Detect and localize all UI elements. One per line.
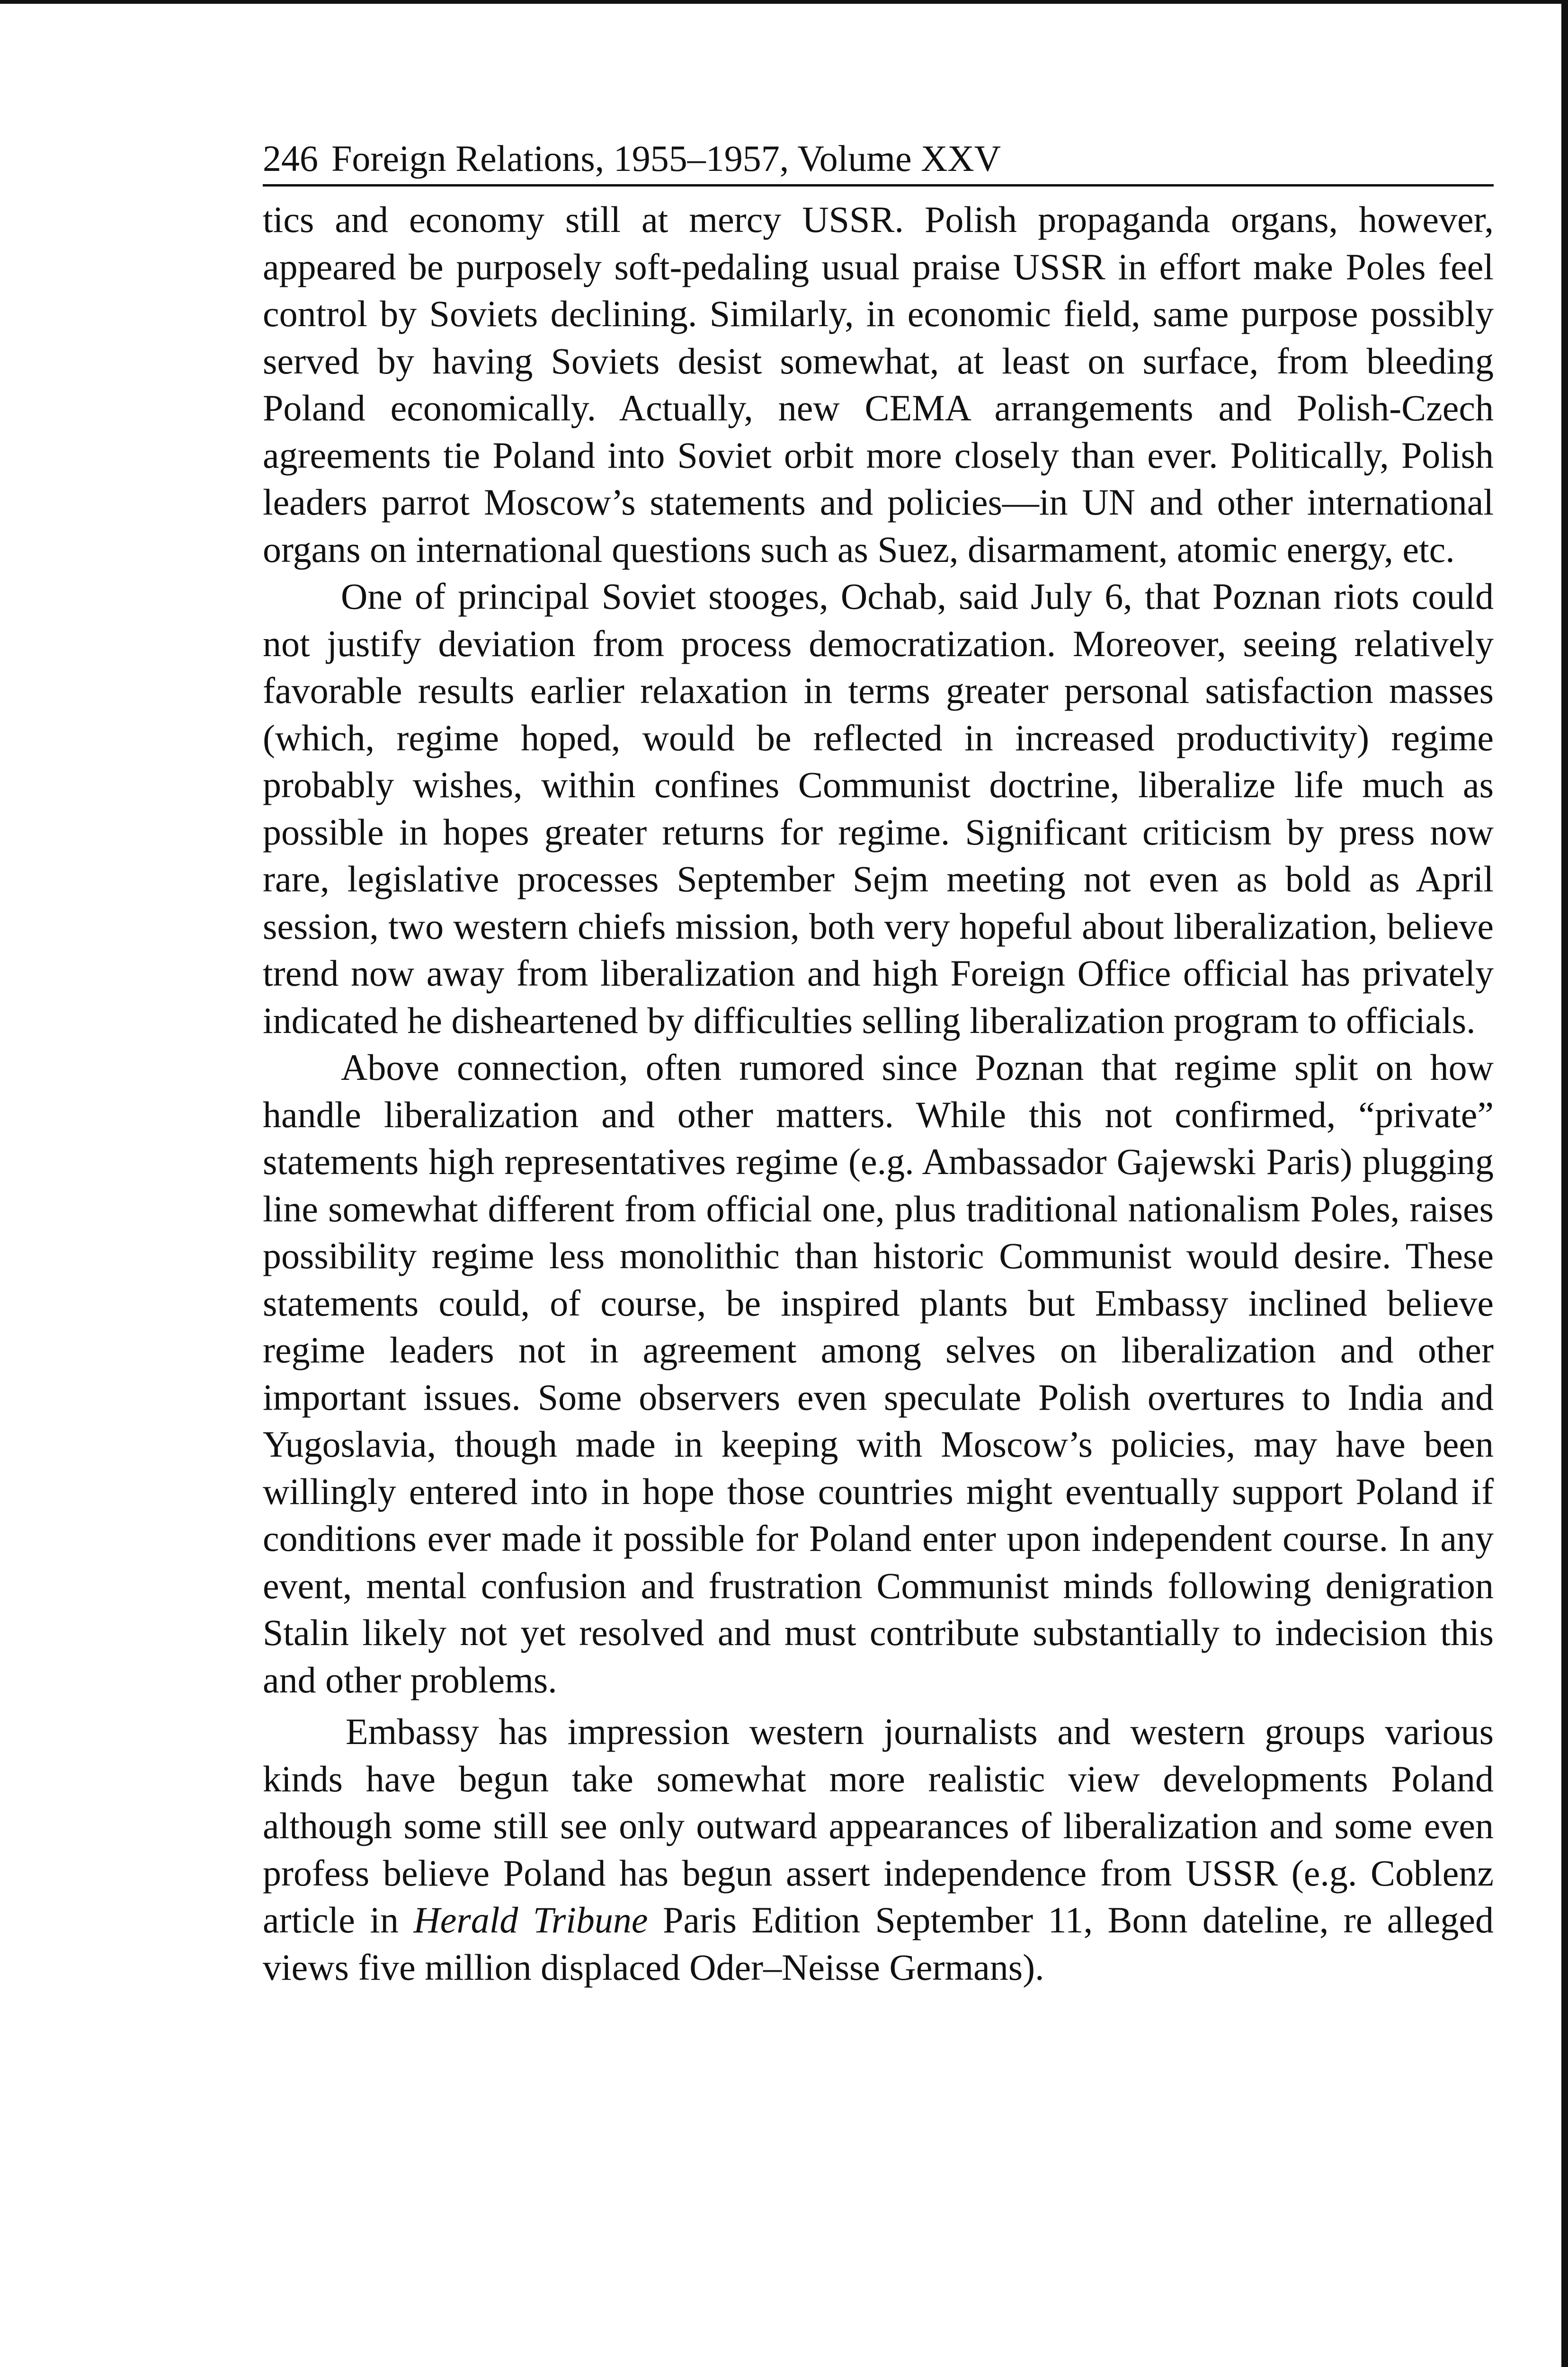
document-page bbox=[263, 135, 1494, 1991]
paragraph-4-text-before: Embassy has impression western journalists and western groups various kinds have begun take somewhat more realistic view developments Poland although some still see only outward appearances of liberalization and some even profess believe Poland has begun assert independence from USSR (e.g. Coblenz article in bbox=[263, 1711, 1494, 1940]
paragraph-1: tics and economy still at mercy USSR. Polish propaganda organs, however, appeared be purposely soft-pedaling usual praise USSR in effort make Poles feel control by Soviets declining. Similarly, in economic field, same purpose possibly served by having Soviets desist somewhat, at least on surface, from bleeding Poland economically. Actually, new CEMA arrangements and Polish-Czech agreements tie Poland into Soviet orbit more closely than ever. Politically, Polish leaders parrot Moscow’s statements and policies—in UN and other international organs on international questions such as Suez, disarmament, atomic energy, etc. bbox=[263, 199, 1494, 570]
body-text bbox=[263, 196, 1494, 1991]
publication-title: Herald Tribune bbox=[413, 1899, 648, 1940]
paragraph-4-text-after: Paris Edition September 11, Bonn dateline, re alleged views five million displaced Oder–Neisse Germans). bbox=[263, 1899, 1494, 1988]
paragraph-2: One of principal Soviet stooges, Ochab, said July 6, that Poznan riots could not justify deviation from process democratization. Moreover, seeing relatively favorable results earlier relaxation in terms greater personal satisfaction masses (which, regime hoped, would be reflected in increased productivity) regime probably wishes, within confines Communist doctrine, liberalize life much as possible in hopes greater returns for regime. Significant criticism by press now rare, legislative processes September Sejm meeting not even as bold as April session, two western chiefs mission, both very hopeful about liberalization, believe trend now away from liberalization and high Foreign Office official has privately indicated he disheartened by difficulties selling liberalization program to officials. bbox=[263, 576, 1494, 1041]
paragraph-4 bbox=[263, 1708, 1494, 1991]
running-header bbox=[263, 135, 1494, 187]
paragraph-3: Above connection, often rumored since Poznan that regime split on how handle liberalization and other matters. While this not confirmed, “private” statements high representatives regime (e.g. Ambassador Gajewski Paris) plugging line somewhat different from official one, plus traditional nationalism Poles, raises possibility regime less monolithic than historic Communist would desire. These statements could, of course, be inspired plants but Embassy inclined believe regime leaders not in agreement among selves on liberalization and other important issues. Some observers even speculate Polish overtures to India and Yugoslavia, though made in keeping with Moscow’s policies, may have been willingly entered into in hope those countries might eventually support Poland if conditions ever made it possible for Poland enter upon independent course. In any event, mental confusion and frustration Communist minds following denigration Stalin likely not yet resolved and must contribute substantially to indecision this and other problems. bbox=[263, 1047, 1494, 1700]
scan-top-edge bbox=[0, 0, 1568, 4]
page-number: 246 bbox=[263, 138, 318, 179]
running-title: Foreign Relations, 1955–1957, Volume XXV bbox=[331, 138, 1001, 179]
scan-right-edge bbox=[1561, 0, 1568, 2367]
